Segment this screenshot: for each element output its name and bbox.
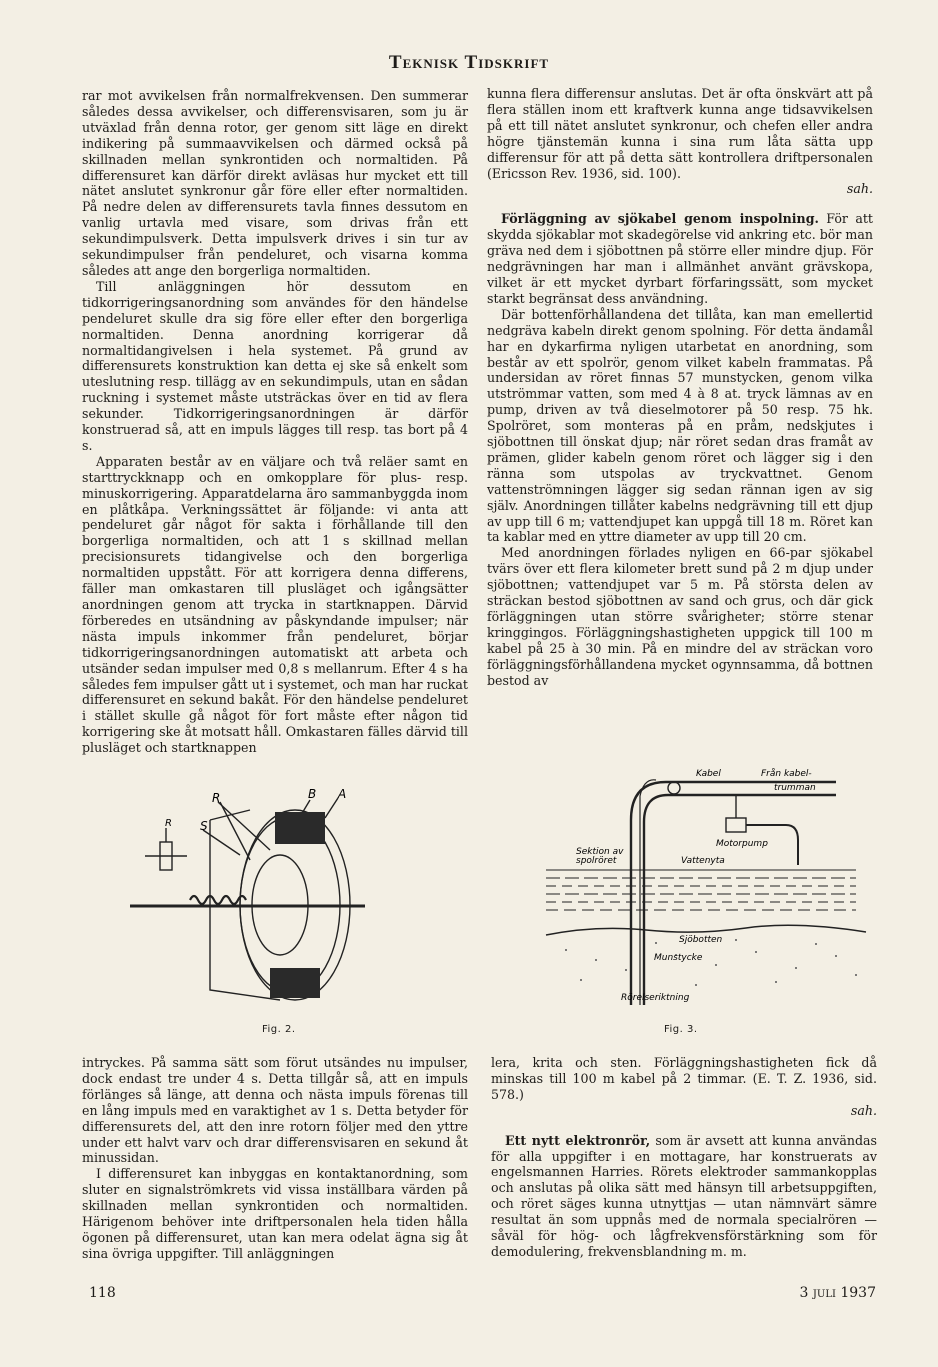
paragraph: Där bottenförhållandena det tillåta, kan man emellertid nedgräva kabeln direkt genom spolning. För detta ändamål har en dykarfirma nyligen utarbetat en anordning, som består av ett spolrör, genom vilket kabeln frammatas. På undersidan av röret finnas 57 munstycken, genom vilka utströmmar vatten, som med 4 à 8 at. tryck lämnas av en pump, driven av två dieselmotorer på 50 resp. 75 hk. Spolröret, som monteras på en pråm, nedskjutes i sjöbottnen till önskat djup; när röret sedan dras framåt av prämen, glider kabeln genom röret och lägger sig i den ränna som utspolas av tryckvattnet. Genom vattenströmningen lägger sig sedan rännan igen av sig själv. Anordningen tillåter kabelns nedgrävning till ett djup av upp till 6 m; vattendjupet kan uppgå till 18 m. Röret kan ta kablar med en yttre diameter av upp till 20 cm.	[487, 306, 873, 545]
spol-pipe-inner	[644, 795, 836, 1005]
figure-2-caption: Fig. 2.	[262, 1024, 296, 1035]
right-column-top	[487, 86, 873, 689]
magnet-block-bottom	[270, 968, 320, 998]
paragraph: Med anordningen förlades nyligen en 66-par sjökabel tvärs över ett flera kilometer brett sund på 2 m djup under sjöbottnen; vattendjupet var 5 m. På största delen av sträckan bestod sjöbottnen av sand och grus, och där gick förläggningen utan större svårigheter; större stenar kringgingos. Förläggningshastigheten uppgick till 100 m kabel på 25 à 30 min. På en mindre del av sträckan voro förläggningsförhållandena mycket ogynnsamma, då bottnen bestod av	[487, 545, 873, 688]
masthead: Teknisk Tidskrift	[388, 52, 550, 73]
article-heading: Ett nytt elektronrör,	[505, 1132, 651, 1148]
page-number: 118	[89, 1285, 116, 1301]
cable	[640, 780, 656, 1005]
magnet-block-top	[275, 812, 325, 844]
paragraph: lera, krita och sten. Förläggningshastigheten fick då minskas till 100 m kabel på 2 timmar. (E. T. Z. 1936, sid. 578.)	[491, 1055, 877, 1102]
label-sjobotten: Sjöbotten	[679, 935, 723, 945]
paragraph: intryckes. På samma sätt som förut utsändes nu impulser, dock endast tre under 4 s. Detta tillgår så, att en impuls förlänges så länge, att denna och nästa impuls förenas till en lång impuls med en varaktighet av 1 s. Detta betyder för differensurets del, att den inre rotorn följer med den yttre under ett halvt varv och drar differensvisaren en sekund åt minussidan.	[82, 1055, 468, 1166]
label-R: R	[212, 791, 221, 805]
label-rorelseriktning: Rörelseriktning	[621, 993, 690, 1003]
figure-2-differential-clock-rotor	[130, 780, 390, 1015]
motor-pump	[726, 818, 746, 832]
seabed-stipple	[565, 939, 857, 986]
article-paragraph	[491, 1133, 877, 1260]
water-surface-lines	[546, 870, 856, 910]
label-R-small: R	[165, 818, 172, 829]
cable-drum	[668, 782, 680, 794]
article-paragraph	[487, 211, 873, 306]
label-sektion-1: Sektion av	[576, 847, 624, 857]
figure-3-caption: Fig. 3.	[664, 1024, 698, 1035]
paragraph: kunna flera differensur anslutas. Det är ofta önskvärt att på flera ställen inom ett kraftverk kunna ange tidsavvikelsen på ett till nätet anslutet synkronur, och chefen eller andra högre tjänstemän kunna i sina rum låta sätta upp differensur för att på detta sätt kontrollera driftpersonalen (Ericsson Rev. 1936, sid. 100).	[487, 86, 873, 181]
article-heading: Förläggning av sjökabel genom inspolning.	[501, 211, 819, 227]
label-S: S	[200, 819, 208, 833]
left-column-bottom	[82, 1055, 468, 1262]
paragraph: Apparaten består av en väljare och två reläer samt en starttryckknapp och en omkopplare för plus- resp. minuskorrigering. Apparatdelarna äro sammanbyggda inom en plåtkåpa. Verkningssättet är följande: vi anta att pendeluret går något för sakta i förhållande till den borgerliga normaltiden, och att 1 s skillnad mellan precisionsurets tidangivelse och den borgerliga normaltiden uppstått. För att korrigera denna differens, fäller man omkastaren till plusläget och igångsätter anordningen genom att trycka in startknappen. Därvid förberedes en utsändning av påskyndande impulser; när nästa impuls inkommer från pendeluret, börjar tidkorrigeringsanordningen automatiskt att arbeta och utsänder sedan impulser med 0,8 s mellanrum. Efter 4 s ha således fem impulser gått ut i systemet, och man har ruckat differensuret en sekund bakåt. För den händelse pendeluret i stället skulle gå något för fort måste efter någon tid korrigering ske åt motsatt håll. Omkastaren fälles därvid till plusläget och startknappen	[82, 453, 468, 756]
author-signature: sah.	[850, 1102, 877, 1118]
paragraph: rar mot avvikelsen från normalfrekvensen. Den summerar således dessa avvikelser, och differensvisaren, som ju är utväxlad från denna rotor, ger genom sitt läge en direkt indikering på summaavvikelsen och därmed också på skillnaden mellan synkrontiden och normaltiden. På differensuret kan därför direkt avläsas hur mycket ett till nätet anslutet synkronur går före eller efter normaltiden. På nedre delen av differensurets tavla finnes dessutom en vanlig urtavla med visare, som drivas från ett sekundimpulsverk. Detta impulsverk drives i sin tur av sekundimpulser från pendeluret, och visarna komma således att ange den borgerliga normaltiden.	[82, 88, 468, 278]
label-B: B	[308, 787, 317, 801]
issue-date: 3 juli 1937	[799, 1285, 876, 1301]
label-vattenyta: Vattenyta	[681, 856, 725, 866]
paragraph: Till anläggningen hör dessutom en tidkorrigeringsanordning som användes för den händelse pendeluret skulle dra sig före eller efter den borgerliga normaltiden. Denna anordning korrigerar då normaltidangivelsen i hela systemet. På grund av differensurets konstruktion kan detta ej ske så enkelt som uteslutning resp. tillägg av en sekundimpuls, utan en sådan ruckning i systemet måste utsträckas över en tid av flera sekunder. Tidkorrigeringsanordningen är därför konstruerad så, att en impuls lägges till resp. tas bort på 4 s.	[82, 278, 468, 453]
paragraph: I differensuret kan inbyggas en kontaktanordning, som sluter en signalströmkrets vid vissa inställbara värden på skillnaden mellan synkrontiden och normaltiden. Härigenom behöver inte driftpersonalen hela tiden hålla ögonen på differensuret, utan kan mera odelat ägna sig åt sina övriga uppgifter. Till anläggningen	[82, 1166, 468, 1261]
sea-bottom-line	[546, 925, 866, 935]
label-sektion-2: spolröret	[576, 856, 617, 866]
right-column-bottom	[491, 1055, 877, 1260]
paragraph-text: som är avsett att kunna användas för alla uppgifter i en mottagare, har konstruerats av engelsmannen Harries. Rörets elektroder sammankopplas och anslutas på olika sätt med hänsyn till arbetsuppgiften, och röret säges kunna utnyttjas — utan nämnvärt sämre resultat än som uppnås med de normala specialrören — såväl för hög- och lågfrekvensförstärkning som för demodulering, frekvensblandning m. m.	[491, 1132, 877, 1259]
label-motorpump: Motorpump	[716, 839, 768, 849]
figure-3-cable-laying-diagram	[536, 760, 881, 1008]
spring-coil	[190, 896, 246, 904]
label-fran-kabel: Från kabel-	[761, 769, 812, 779]
label-kabel: Kabel	[696, 769, 721, 779]
author-signature: sah.	[846, 181, 873, 197]
label-trumman: trumman	[774, 783, 816, 793]
left-column-top	[82, 88, 468, 756]
paragraph-text: För att skydda sjökablar mot skadegörelse vid ankring etc. bör man gräva ned dem i sjöbottnen på större eller mindre djup. För nedgrävningen har man i allmänhet använt grävskopa, vilket är ett mycket dyrbart förfaringssätt, som mycket starkt begränsat dess användning.	[487, 211, 873, 306]
frame-outline	[210, 820, 280, 1000]
label-A: A	[338, 787, 347, 801]
label-munstycke: Munstycke	[654, 953, 703, 963]
